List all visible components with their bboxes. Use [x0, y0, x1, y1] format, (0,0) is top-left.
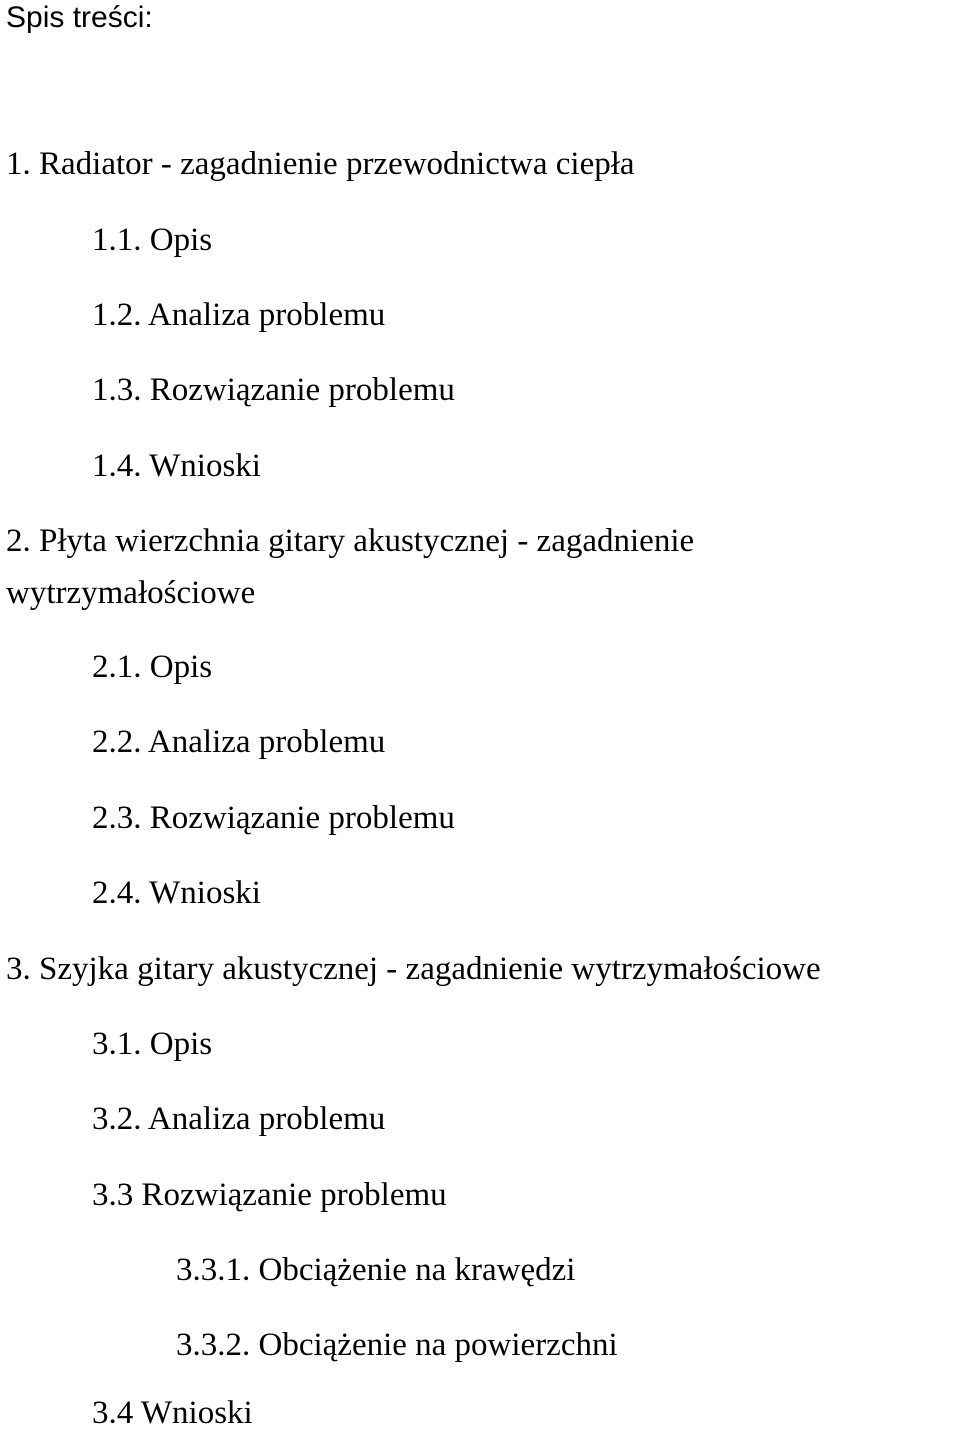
toc-section-3: 3. Szyjka gitary akustycznej - zagadnienie wytrzymałościowe [6, 951, 821, 987]
toc-item-1-4: 1.4. Wnioski [92, 448, 261, 484]
toc-item-1-1: 1.1. Opis [92, 222, 213, 258]
toc-item-2-3: 2.3. Rozwiązanie problemu [92, 800, 455, 836]
toc-section-2-continued: wytrzymałościowe [6, 575, 256, 611]
toc-subitem-3-3-2: 3.3.2. Obciążenie na powierzchni [176, 1327, 618, 1363]
toc-item-1-2: 1.2. Analiza problemu [92, 297, 386, 333]
toc-item-3-4: 3.4 Wnioski [92, 1395, 253, 1431]
toc-subitem-3-3-1: 3.3.1. Obciążenie na krawędzi [176, 1252, 576, 1288]
toc-item-2-1: 2.1. Opis [92, 649, 213, 685]
toc-item-1-3: 1.3. Rozwiązanie problemu [92, 372, 455, 408]
toc-section-1: 1. Radiator - zagadnienie przewodnictwa ciepła [6, 146, 635, 182]
toc-section-2: 2. Płyta wierzchnia gitary akustycznej - zagadnienie [6, 523, 695, 559]
toc-item-2-4: 2.4. Wnioski [92, 875, 261, 911]
toc-item-3-3: 3.3 Rozwiązanie problemu [92, 1177, 447, 1213]
toc-item-3-1: 3.1. Opis [92, 1026, 213, 1062]
toc-heading: Spis treści: [6, 1, 153, 34]
toc-item-3-2: 3.2. Analiza problemu [92, 1101, 386, 1137]
toc-item-2-2: 2.2. Analiza problemu [92, 724, 386, 760]
